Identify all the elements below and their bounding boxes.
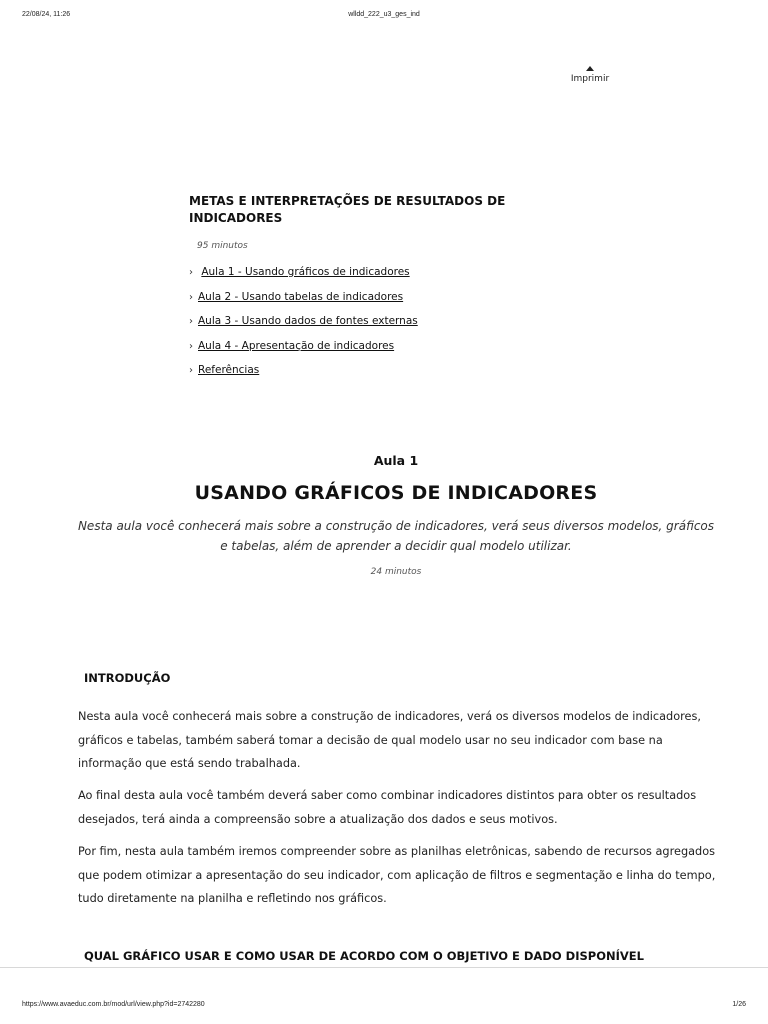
intro-heading: INTRODUÇÃO	[84, 671, 171, 685]
toc-item	[189, 290, 519, 315]
lesson-title: USANDO GRÁFICOS DE INDICADORES	[194, 482, 598, 504]
intro-paragraph: Nesta aula você conhecerá mais sobre a construção de indicadores, verá os diversos modelos de indicadores, gráficos e tabelas, também saberá tomar a decisão de qual modelo usar no seu indicador com base na informação que está sendo trabalhada.	[78, 710, 701, 770]
print-button-label: Imprimir	[570, 74, 610, 84]
footer-divider	[0, 967, 768, 968]
toc-link-aula-4[interactable]: Aula 4 - Apresentação de indicadores	[198, 339, 395, 352]
table-of-contents	[189, 193, 519, 388]
chevron-right-icon: ›	[189, 291, 193, 303]
toc-title: METAS E INTERPRETAÇÕES DE RESULTADOS DE INDICADORES	[189, 194, 506, 225]
lesson-subtitle: Nesta aula você conhecerá mais sobre a construção de indicadores, verá seus diversos modelos, gráficos e tabelas, além de aprender a decidir qual modelo utilizar.	[77, 519, 715, 553]
next-section-heading: QUAL GRÁFICO USAR E COMO USAR DE ACORDO COM O OBJETIVO E DADO DISPONÍVEL	[84, 949, 644, 963]
toc-link-aula-1[interactable]: Aula 1 - Usando gráficos de indicadores	[201, 266, 410, 278]
chevron-right-icon: ›	[189, 316, 193, 327]
chevron-right-icon: ›	[189, 267, 193, 278]
footer-page-number: 1/26	[732, 1001, 746, 1008]
toc-item	[189, 363, 519, 388]
intro-paragraph: Por fim, nesta aula também iremos compreender sobre as planilhas eletrônicas, sabendo de recursos agregados que podem otimizar a apresentação do seu indicador, com aplicação de filtros e segmentação e linha do tempo, tudo diretamente na planilha e refletindo nos gráficos.	[78, 845, 716, 905]
toc-link-aula-3[interactable]: Aula 3 - Usando dados de fontes externas	[198, 315, 418, 327]
chevron-right-icon: ›	[189, 365, 193, 376]
toc-item	[189, 265, 519, 290]
caret-up-icon	[586, 66, 594, 71]
lesson-duration: 24 minutos	[370, 567, 422, 577]
toc-link-referencias[interactable]: Referências	[198, 364, 260, 376]
chevron-right-icon: ›	[189, 340, 193, 352]
toc-item	[189, 314, 519, 339]
footer-url: https://www.avaeduc.com.br/mod/url/view.php?id=2742280	[22, 1001, 205, 1008]
lesson-header	[0, 453, 768, 504]
print-button[interactable]	[566, 66, 614, 84]
print-doc-title: wlldd_222_u3_ges_ind	[348, 11, 420, 18]
toc-list	[189, 265, 519, 388]
lesson-label: Aula 1	[373, 453, 419, 468]
toc-duration: 95 minutos	[197, 241, 248, 251]
toc-link-aula-2[interactable]: Aula 2 - Usando tabelas de indicadores	[198, 290, 404, 303]
intro-paragraph: Ao final desta aula você também deverá saber como combinar indicadores distintos para obter os resultados desejados, terá ainda a compreensão sobre a atualização dos dados e seus motivos.	[78, 789, 697, 826]
print-datetime: 22/08/24, 11:26	[22, 11, 71, 18]
toc-item	[189, 339, 519, 364]
